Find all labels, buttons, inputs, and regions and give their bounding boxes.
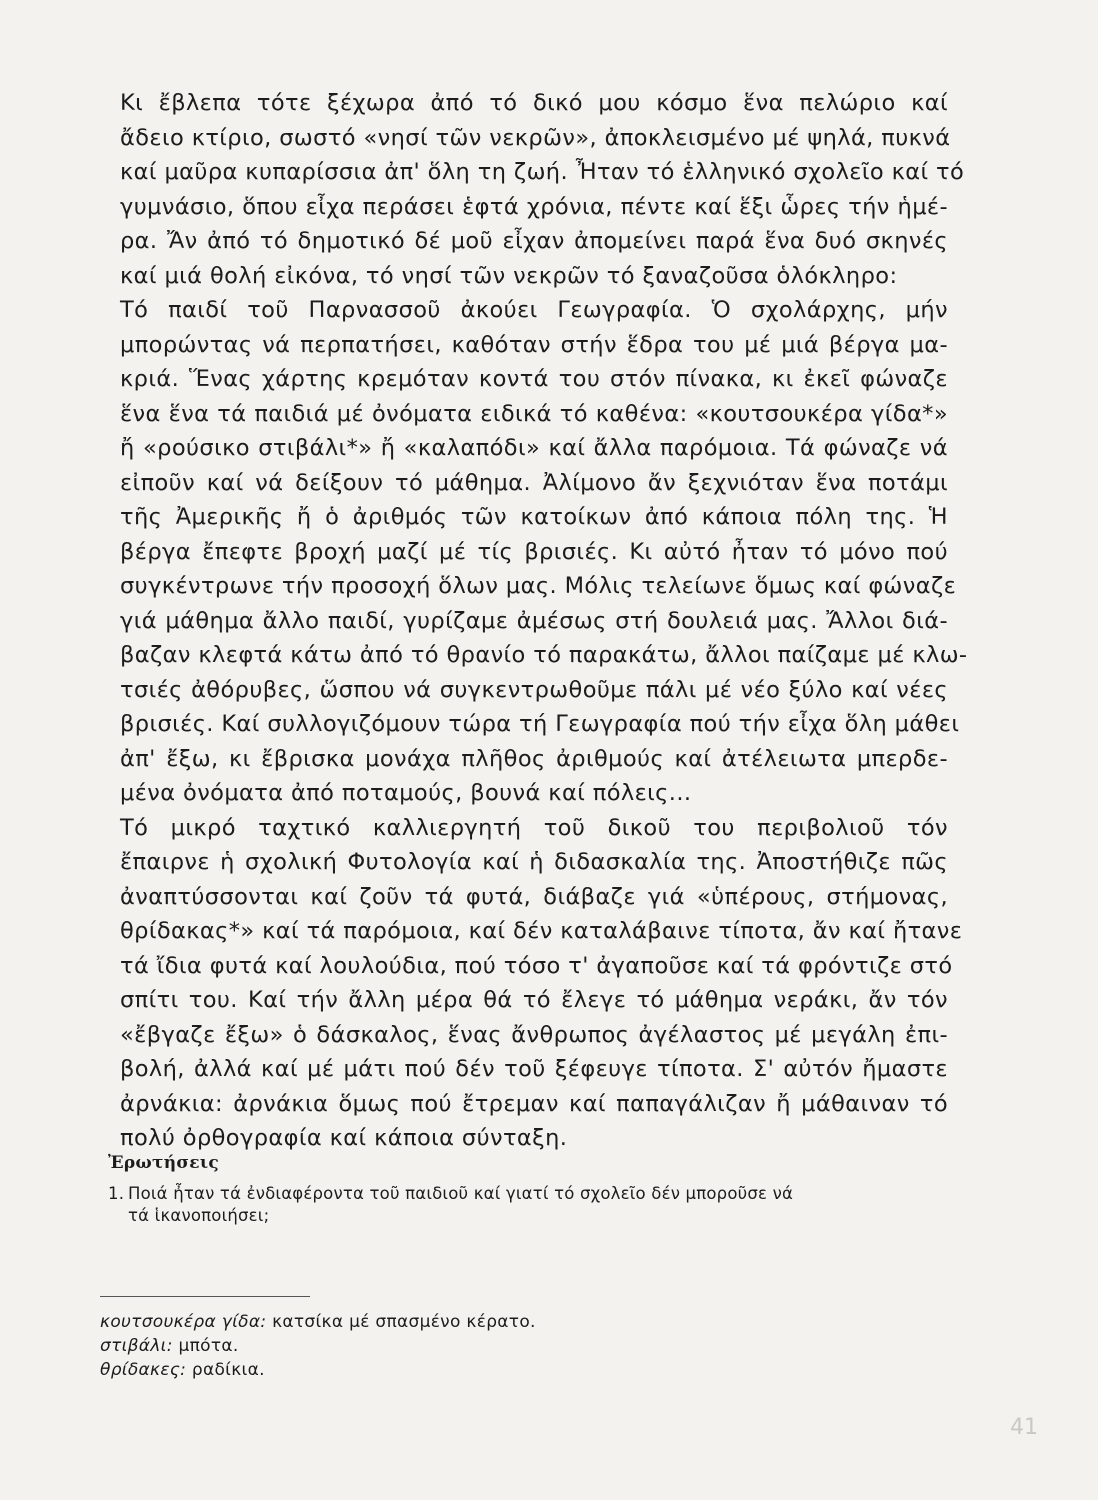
text-line: Τό παιδί τοῦ Παρνασσοῦ ἀκούει Γεωγραφία. Ὁ σχολάρχης, μήν bbox=[120, 297, 948, 323]
text-line: βέργα ἔπεφτε βροχή μαζί μέ τίς βρισιές. Κι αὐτό ἦταν τό μόνο πού bbox=[120, 538, 948, 565]
text-line: «ἔβγαζε ἔξω» ὁ δάσκαλος, ἕνας ἄνθρωπος ἀγέλαστος μέ μεγάλη ἐπι- bbox=[120, 1021, 948, 1048]
glossary-term: θρίδακες: bbox=[100, 1360, 187, 1380]
text-line: καί μαῦρα κυπαρίσσια ἀπ' ὅλη τη ζωή. Ἦταν τό ἑλληνικό σχολεῖο καί τό bbox=[120, 159, 965, 185]
text-line: ρα. Ἄν ἀπό τό δημοτικό δέ μοῦ εἶχαν ἀπομείνει παρά ἕνα δυό σκηνές bbox=[120, 228, 948, 254]
footnote-divider bbox=[100, 1296, 310, 1297]
main-text bbox=[120, 86, 968, 1156]
text-line: βαζαν κλεφτά κάτω ἀπό τό θρανίο τό παρακάτω, ἄλλοι παίζαμε μέ κλω- bbox=[120, 642, 968, 668]
text-line: τά ἴδια φυτά καί λουλούδια, πού τόσο τ' ἀγαποῦσε καί τά φρόντιζε στό bbox=[120, 952, 953, 979]
text-line: θρίδακας*» καί τά παρόμοια, καί δέν καταλάβαινε τίποτα, ἄν καί ἤτανε bbox=[120, 918, 963, 944]
text-line: Τό μικρό ταχτικό καλλιεργητή τοῦ δικοῦ του περιβολιοῦ τόν bbox=[120, 814, 948, 841]
text-line: τῆς Ἀμερικῆς ἤ ὁ ἀριθμός τῶν κατοίκων ἀπό κάποια πόλη της. Ἡ bbox=[120, 504, 948, 530]
glossary bbox=[100, 1310, 536, 1382]
text-line: Κι ἔβλεπα τότε ξέχωρα ἀπό τό δικό μου κόσμο ἕνα πελώριο καί bbox=[120, 90, 948, 116]
text-line: κριά. Ἕνας χάρτης κρεμόταν κοντά του στόν πίνακα, κι ἐκεῖ φώναζε bbox=[120, 366, 948, 392]
glossary-definition: κατσίκα μέ σπασμένο κέρατο. bbox=[266, 1312, 536, 1332]
text-line: καί μιά θολή εἰκόνα, τό νησί τῶν νεκρῶν τό ξαναζοῦσα ὁλόκληρο: bbox=[120, 262, 898, 289]
text-line: ἔπαιρνε ἡ σχολική Φυτολογία καί ἡ διδασκαλία της. Ἀποστήθιζε πῶς bbox=[120, 849, 948, 875]
text-line: εἰποῦν καί νά δείξουν τό μάθημα. Ἀλίμονο ἄν ξεχνιόταν ἕνα ποτάμι bbox=[120, 469, 948, 496]
questions-heading: Ἐρωτήσεις bbox=[108, 1153, 220, 1173]
text-line: βολή, ἀλλά καί μέ μάτι πού δέν τοῦ ξέφευγε τίποτα. Σ' αὐτόν ἤμαστε bbox=[120, 1056, 948, 1082]
text-line: τσιές ἀθόρυβες, ὥσπου νά συγκεντρωθοῦμε πάλι μέ νέο ξύλο καί νέες bbox=[120, 676, 948, 703]
text-line: γιά μάθημα ἄλλο παιδί, γυρίζαμε ἀμέσως στή δουλειά μας. Ἄλλοι διά- bbox=[120, 607, 948, 634]
text-line: σπίτι του. Καί τήν ἄλλη μέρα θά τό ἔλεγε τό μάθημα νεράκι, ἄν τόν bbox=[120, 987, 948, 1013]
text-line: ἀπ' ἔξω, κι ἔβρισκα μονάχα πλῆθος ἀριθμούς καί ἀτέλειωτα μπερδε- bbox=[120, 745, 948, 772]
text-line: ἕνα ἕνα τά παιδιά μέ ὀνόματα ειδικά τό καθένα: «κουτσουκέρα γίδα*» bbox=[120, 400, 948, 427]
glossary-definition: ραδίκια. bbox=[186, 1360, 265, 1380]
text-line: πολύ ὀρθογραφία καί κάποια σύνταξη. bbox=[120, 1125, 568, 1151]
question-number: 1. bbox=[108, 1184, 125, 1203]
text-line: ἀναπτύσσονται καί ζοῦν τά φυτά, διάβαζε γιά «ὑπέρους, στήμονας, bbox=[120, 883, 948, 910]
glossary-entry bbox=[100, 1358, 536, 1382]
text-line: ἀρνάκια: ἀρνάκια ὅμως πού ἔτρεμαν καί παπαγάλιζαν ἤ μάθαιναν τό bbox=[120, 1090, 948, 1117]
glossary-term: στιβάλι: bbox=[100, 1336, 173, 1356]
text-line: γυμνάσιο, ὅπου εἶχα περάσει ἑφτά χρόνια, πέντε καί ἕξι ὧρες τήν ἡμέ- bbox=[120, 193, 948, 220]
question-1 bbox=[108, 1183, 953, 1227]
text-line: συγκέντρωνε τήν προσοχή ὅλων μας. Μόλις τελείωνε ὅμως καί φώναζε bbox=[120, 573, 957, 599]
text-line: βρισιές. Καί συλλογιζόμουν τώρα τή Γεωγραφία πού τήν εἶχα ὅλη μάθει bbox=[120, 711, 960, 737]
question-text-line-1: Ποιά ἦταν τά ἐνδιαφέροντα τοῦ παιδιοῦ καί γιατί τό σχολεῖο δέν μποροῦσε νά bbox=[128, 1184, 794, 1203]
text-line: ἄδειο κτίριο, σωστό «νησί τῶν νεκρῶν», ἀποκλεισμένο μέ ψηλά, πυκνά bbox=[120, 124, 951, 151]
text-line: ἤ «ρούσικο στιβάλι*» ἤ «καλαπόδι» καί ἄλλα παρόμοια. Τά φώναζε νά bbox=[120, 435, 948, 461]
page-number: 41 bbox=[1010, 1415, 1038, 1440]
glossary-definition: μπότα. bbox=[172, 1336, 239, 1356]
glossary-term: κουτσουκέρα γίδα: bbox=[100, 1312, 267, 1332]
text-line: μπορώντας νά περπατήσει, καθόταν στήν ἕδρα του μέ μιά βέργα μα- bbox=[120, 331, 948, 358]
glossary-entry bbox=[100, 1334, 536, 1358]
glossary-entry bbox=[100, 1310, 536, 1334]
text-line: μένα ὀνόματα ἀπό ποταμούς, βουνά καί πόλεις... bbox=[120, 780, 692, 806]
question-text-line-2: τά ἱκανοποιήσει; bbox=[128, 1206, 270, 1225]
